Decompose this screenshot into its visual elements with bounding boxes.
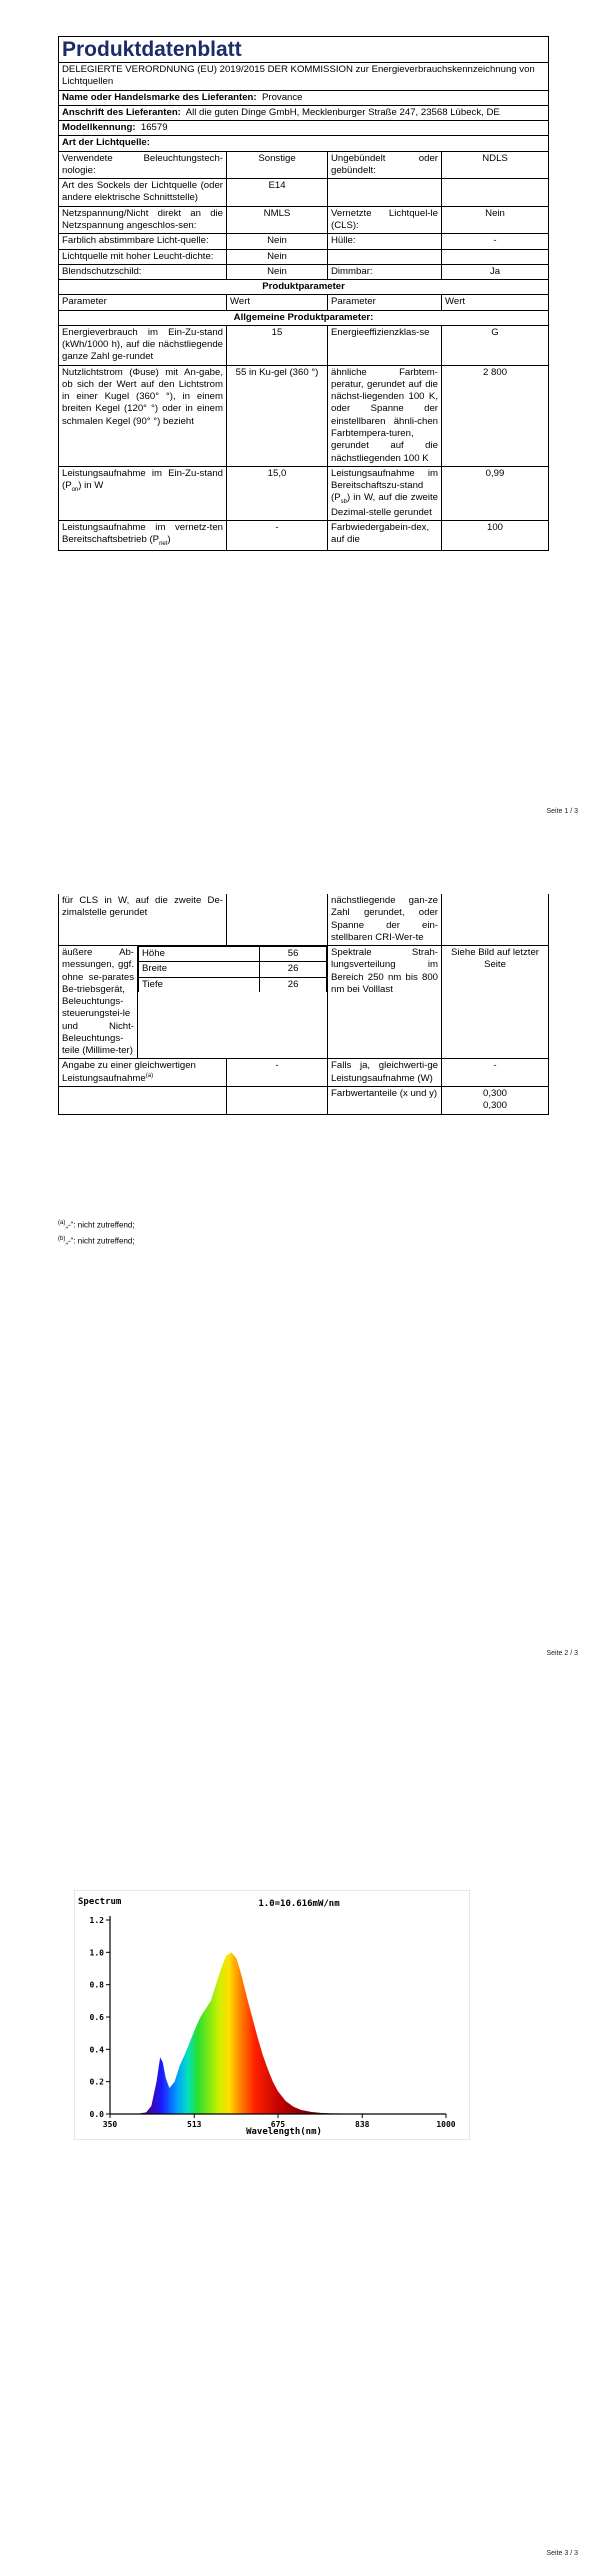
useful-flux-value: 55 in Ku-gel (360 °): [227, 365, 328, 466]
useful-flux-label: Nutzlichtstrom (Φuse) mit An-gabe, ob sich der Wert auf den Lichtstrom in einer Kugel (360° °), in einem breiten Kegel (120° °) oder in einem schmalen Kegel (90° °) bezieht: [59, 365, 227, 466]
cri-label: Farbwiedergabein-dex, auf die: [328, 521, 442, 551]
envelope-value: -: [442, 234, 549, 249]
light-source-heading: Art der Lichtquelle:: [59, 136, 549, 151]
chromaticity-x: 0,300: [482, 1088, 507, 1100]
footnote-a: $^{(a)}$„-“: nicht zutreffend;: [58, 1220, 135, 1230]
x-tick-label: 1000: [436, 2120, 456, 2129]
param-header-parameter: Parameter: [59, 295, 227, 310]
technology-label: Verwendete Beleuchtungstech-nologie:: [59, 151, 227, 179]
depth-label: Tiefe: [139, 977, 260, 992]
product-parameters-heading: Produktparameter: [59, 280, 549, 295]
param-header-parameter-2: Parameter: [328, 295, 442, 310]
connected-light-source-value: Nein: [442, 206, 549, 234]
chromaticity-y: 0,300: [482, 1100, 507, 1112]
model-label: Modellkennung:: [62, 122, 136, 134]
dimensions-cell: [59, 946, 328, 1059]
mains-value: NMLS: [227, 206, 328, 234]
general-parameters-heading: Allgemeine Produktparameter:: [59, 310, 549, 325]
page-2: [0, 880, 603, 1680]
chart-xlabel: Wavelength(nm): [246, 2127, 322, 2137]
model-id: 16579: [140, 122, 168, 134]
dimensions-label: äußere Ab-messungen, ggf. ohne se-parates Be-triebsgerät, Beleuchtungs-steuerungstei-le und Nicht-Beleuchtungs-teile (Millime-ter): [59, 946, 138, 1058]
energy-class-value: G: [442, 325, 549, 365]
spectral-distribution-label: Spektrale Strah-lungsverteilung im Bereich 250 nm bis 800 nm bei Volllast: [328, 946, 442, 1059]
chromaticity-values: [442, 1087, 549, 1115]
param-header-value: Wert: [227, 295, 328, 310]
y-tick-label: 1.0: [89, 1948, 104, 1958]
cap-type-value: E14: [227, 179, 328, 207]
y-tick-label: 0.4: [89, 2045, 104, 2055]
mains-label: Netzspannung/Nicht direkt an die Netzspannung angeschlos-sen:: [59, 206, 227, 234]
energy-class-label: Energieeffizienzklas-se: [328, 325, 442, 365]
width-value: 26: [260, 962, 327, 977]
networked-standby-value: -: [227, 521, 328, 551]
x-tick-label: 513: [187, 2120, 202, 2129]
x-tick-label: 350: [102, 2120, 118, 2129]
chart-title: 1.0=10.616mW/nm: [258, 1899, 340, 1909]
glare-shield-value: Nein: [227, 264, 328, 279]
y-tick-label: 0.8: [89, 1980, 104, 1990]
supplier-address: All die guten Dinge GmbH, Mecklenburger Straße 247, 23568 Lübeck, DE: [185, 106, 500, 118]
regulation-text: DELEGIERTE VERORDNUNG (EU) 2019/2015 DER KOMMISSION zur Energieverbrauchskennzeichnung von Lichtquellen: [59, 63, 549, 91]
colour-temperature-label: ähnliche Farbtem-peratur, gerundet auf die nächst-liegenden 100 K, oder Spanne der einstellbaren ähnli-chen Farbtempera-turen, gerundet auf die nächstliegenden 100 K: [328, 365, 442, 466]
on-mode-power-label: Leistungsaufnahme im Ein-Zu-stand $(P_{on})$ in W: [59, 466, 227, 520]
spectral-distribution-value: Siehe Bild auf letzter Seite: [442, 946, 549, 1059]
cri-value: 100: [442, 521, 549, 551]
dimmable-value: Ja: [442, 264, 549, 279]
dimensions-table: [138, 946, 327, 992]
directional-label: Ungebündelt oder gebündelt:: [328, 151, 442, 179]
document-title: Produktdatenblatt: [59, 37, 549, 63]
x-tick-label: 675: [270, 2120, 286, 2129]
depth-value: 26: [260, 977, 327, 992]
page-number: Seite 3 / 3: [546, 2550, 578, 2557]
equivalent-power-value: -: [442, 1059, 549, 1087]
cri-label-continued: nächstliegende gan-ze Zahl gerundet, oder Spanne der ein-stellbaren CRI-Wer-te: [328, 894, 442, 946]
high-luminance-label: Lichtquelle mit hoher Leucht-dichte:: [59, 249, 227, 264]
colour-tunable-value: Nein: [227, 234, 328, 249]
networked-standby-label: Leistungsaufnahme im vernetz-ten Bereitschaftsbetrieb $(P_{net})$: [59, 521, 227, 551]
y-tick-label: 1.2: [89, 1916, 104, 1925]
glare-shield-label: Blendschutzschild:: [59, 264, 227, 279]
page-1: [0, 0, 603, 820]
equivalent-power-claim-label: Angabe zu einer gleichwertigen Leistungsaufnahme$^{(a)}$: [59, 1059, 227, 1087]
spectrum-chart: [74, 1890, 470, 2140]
height-label: Höhe: [139, 947, 260, 962]
supplier-name: Provance: [261, 91, 303, 103]
equivalent-power-claim-value: -: [227, 1059, 328, 1087]
connected-light-source-label: Vernetzte Lichtquel-le (CLS):: [328, 206, 442, 234]
y-tick-label: 0.6: [89, 2013, 104, 2022]
directional-value: NDLS: [442, 151, 549, 179]
on-mode-power-value: 15,0: [227, 466, 328, 520]
x-tick-label: 838: [355, 2120, 370, 2129]
supplier-address-label: Anschrift des Lieferanten:: [62, 106, 181, 118]
product-datasheet-table: [58, 36, 549, 551]
y-tick-label: 0.2: [89, 2077, 104, 2087]
width-label: Breite: [139, 962, 260, 977]
page-3: [0, 1730, 603, 2560]
cap-type-label: Art des Sockels der Lichtquelle (oder andere elektrische Schnittstelle): [59, 179, 227, 207]
model-row: [59, 121, 549, 136]
standby-power-value: 0,99: [442, 466, 549, 520]
standby-power-label: Leistungsaufnahme im Bereitschaftszu-stand $(P_{sb})$ in W, auf die zweite Dezimal-stelle gerundet: [328, 466, 442, 520]
supplier-name-row: [59, 90, 549, 105]
technology-value: Sonstige: [227, 151, 328, 179]
height-value: 56: [260, 947, 327, 962]
energy-consumption-value: 15: [227, 325, 328, 365]
y-tick-label: 0.0: [89, 2110, 104, 2119]
chart-ylabel: Spectrum: [78, 1897, 122, 1907]
footnote-b: $^{(b)}$„-“: nicht zutreffend;: [58, 1236, 135, 1246]
page-number: Seite 2 / 3: [546, 1650, 578, 1657]
supplier-address-row: [59, 105, 549, 120]
networked-standby-label-continued: für CLS in W, auf die zweite De-zimalstelle gerundet: [59, 894, 227, 946]
high-luminance-value: Nein: [227, 249, 328, 264]
supplier-name-label: Name oder Handelsmarke des Lieferanten:: [62, 91, 257, 103]
dimmable-label: Dimmbar:: [328, 264, 442, 279]
param-header-value-2: Wert: [442, 295, 549, 310]
colour-tunable-label: Farblich abstimmbare Licht-quelle:: [59, 234, 227, 249]
energy-consumption-label: Energieverbrauch im Ein-Zu-stand (kWh/1000 h), auf die nächstliegende ganze Zahl ge-rundet: [59, 325, 227, 365]
page-number: Seite 1 / 3: [546, 808, 578, 815]
equivalent-power-label: Falls ja, gleichwerti-ge Leistungsaufnahme (W): [328, 1059, 442, 1087]
chromaticity-label: Farbwertanteile (x und y): [328, 1087, 442, 1115]
colour-temperature-value: 2 800: [442, 365, 549, 466]
envelope-label: Hülle:: [328, 234, 442, 249]
product-datasheet-table-continued: [58, 894, 549, 1115]
